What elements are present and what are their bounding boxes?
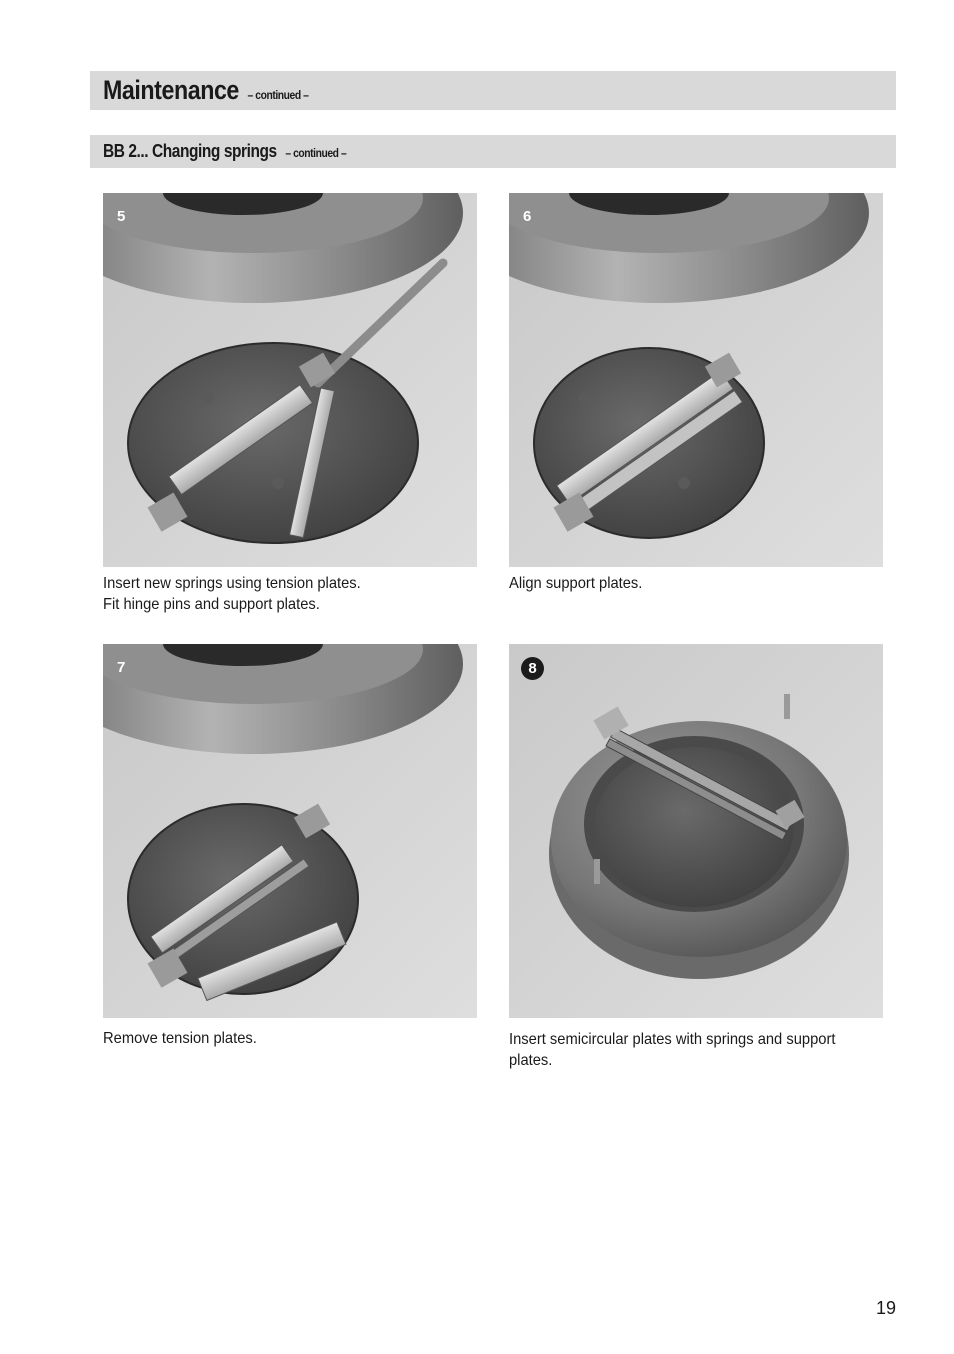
step-8-caption-line-1: Insert semicircular plates with springs and support <box>509 1031 836 1048</box>
step-6-caption <box>509 573 859 594</box>
step-5-photo <box>103 193 477 567</box>
step-7-caption <box>103 1028 453 1049</box>
step-7-number: 7 <box>117 659 126 676</box>
step-5-caption <box>103 573 453 615</box>
header-band <box>90 71 896 110</box>
title-continued-label: – continued – <box>247 88 309 102</box>
step-8-caption-line-2: plates. <box>509 1052 553 1069</box>
step-8-number: 8 <box>521 657 544 680</box>
step-7-caption-line-1: Remove tension plates. <box>103 1030 257 1047</box>
step-6-photo <box>509 193 883 567</box>
step-8-caption <box>509 1029 859 1071</box>
step-5-caption-line-2: Fit hinge pins and support plates. <box>103 596 320 613</box>
section-band <box>90 135 896 168</box>
page-number: 19 <box>875 1298 896 1318</box>
section-title: BB 2... Changing springs – continued – <box>103 141 347 161</box>
step-7-photo <box>103 644 477 1018</box>
step-5-caption-line-1: Insert new springs using tension plates. <box>103 575 361 592</box>
step-5-number: 5 <box>117 208 126 225</box>
step-6-number: 6 <box>523 208 532 225</box>
step-8-photo <box>509 644 883 1018</box>
section-continued-label: – continued – <box>285 146 347 160</box>
page-title: Maintenance – continued – <box>103 75 309 105</box>
step-6-caption-line-1: Align support plates. <box>509 575 643 592</box>
